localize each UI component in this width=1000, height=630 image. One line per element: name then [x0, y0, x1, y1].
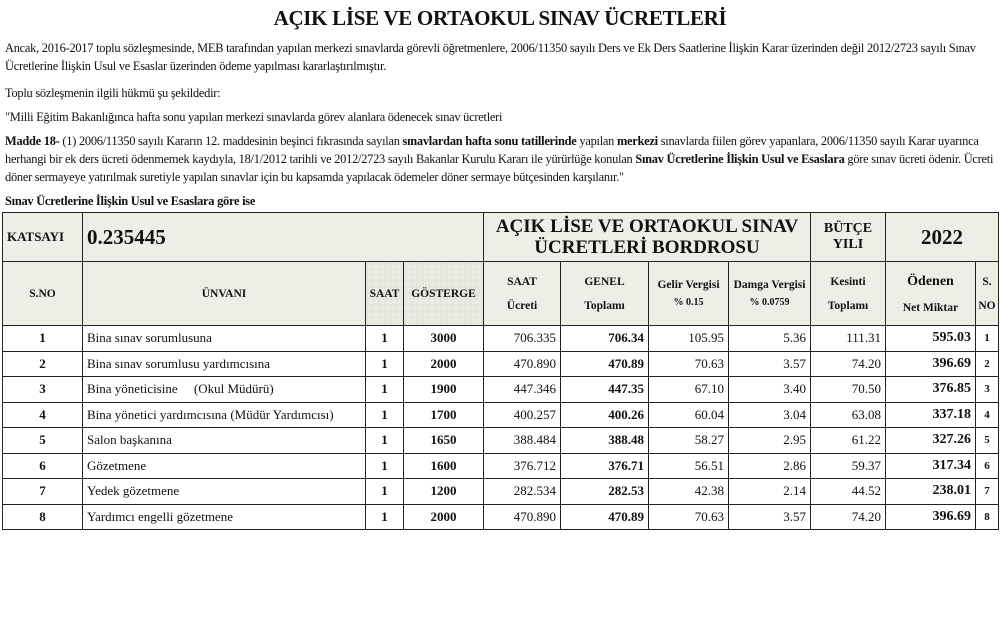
- table-row: [3, 377, 999, 403]
- madde-bold: Sınav Ücretlerine İlişkin Usul ve Esaslara: [635, 152, 845, 166]
- header-sno2: S. NO: [976, 262, 999, 326]
- cell-kesinti-toplam: 44.52: [811, 479, 886, 505]
- table-row: [3, 453, 999, 479]
- cell-sno: 1: [3, 326, 83, 352]
- cell-kesinti-toplam: 74.20: [811, 351, 886, 377]
- cell-saat: 1: [366, 377, 404, 403]
- cell-sno2: 6: [976, 453, 999, 479]
- cell-net-miktar: 376.85: [886, 377, 976, 403]
- cell-gelir-vergisi: 105.95: [649, 326, 729, 352]
- cell-unvan: Yedek gözetmene: [83, 479, 366, 505]
- cell-net-miktar: 396.69: [886, 351, 976, 377]
- cell-saat-ucreti: 447.346: [484, 377, 561, 403]
- cell-gelir-vergisi: 70.63: [649, 351, 729, 377]
- header-unvan: ÜNVANI: [83, 262, 366, 326]
- cell-sno2: 2: [976, 351, 999, 377]
- cell-gosterge: 2000: [404, 504, 484, 530]
- cell-gelir-vergisi: 67.10: [649, 377, 729, 403]
- cell-damga-vergisi: 5.36: [729, 326, 811, 352]
- hukum-paragraph: Toplu sözleşmenin ilgili hükmü şu şekildedir:: [5, 86, 221, 100]
- cell-gosterge: 1650: [404, 428, 484, 454]
- bordro-title: AÇIK LİSE VE ORTAOKUL SINAV ÜCRETLERİ BORDROSU: [484, 213, 811, 262]
- cell-genel-toplam: 447.35: [561, 377, 649, 403]
- header-gosterge: GÖSTERGE: [404, 262, 484, 326]
- cell-saat-ucreti: 400.257: [484, 402, 561, 428]
- cell-unvan: Salon başkanına: [83, 428, 366, 454]
- header-damga: Damga Vergisi % 0.0759: [729, 262, 811, 326]
- cell-kesinti-toplam: 111.31: [811, 326, 886, 352]
- cell-unvan: Bina yöneticisine (Okul Müdürü): [83, 377, 366, 403]
- madde-bold: sınavlardan hafta sonu tatillerinde: [402, 134, 577, 148]
- cell-damga-vergisi: 3.57: [729, 504, 811, 530]
- cell-unvan: Gözetmene: [83, 453, 366, 479]
- butce-label: BÜTÇE YILI: [811, 213, 886, 262]
- table-row: [3, 402, 999, 428]
- cell-sno: 6: [3, 453, 83, 479]
- cell-saat-ucreti: 376.712: [484, 453, 561, 479]
- cell-gelir-vergisi: 70.63: [649, 504, 729, 530]
- cell-damga-vergisi: 3.04: [729, 402, 811, 428]
- cell-net-miktar: 327.26: [886, 428, 976, 454]
- cell-sno: 7: [3, 479, 83, 505]
- cell-sno2: 1: [976, 326, 999, 352]
- madde-text: göre sınav ücreti ödenir. Ücreti döner sermayeye yatırılmak suretiyle yapılan sınavlar için bu kapsamda yapılacak ödemeler döner sermaye bütçesinden karşılanır.": [5, 152, 994, 184]
- header-gelir: Gelir Vergisi % 0.15: [649, 262, 729, 326]
- cell-gosterge: 1900: [404, 377, 484, 403]
- cell-net-miktar: 337.18: [886, 402, 976, 428]
- intro-paragraph: Ancak, 2016-2017 toplu sözleşmesinde, MEB tarafından yapılan merkezi sınavlarda görevli öğretmenlere, 2006/11350 sayılı Ders ve Ek Ders Saatlerine İlişkin Karar üzerinden değil 2012/2723 sayılı Sınav Ücretlerine İlişkin Usul ve Esaslar üzerinden ödeme yapılması kararlaştırılmıştır.: [5, 41, 976, 73]
- cell-genel-toplam: 388.48: [561, 428, 649, 454]
- cell-sno: 4: [3, 402, 83, 428]
- table-row: [3, 479, 999, 505]
- cell-saat-ucreti: 470.890: [484, 504, 561, 530]
- cell-saat: 1: [366, 479, 404, 505]
- table-row: [3, 504, 999, 530]
- header-kesinti: Kesinti Toplamı: [811, 262, 886, 326]
- cell-gelir-vergisi: 56.51: [649, 453, 729, 479]
- cell-gosterge: 3000: [404, 326, 484, 352]
- cell-saat: 1: [366, 428, 404, 454]
- cell-gelir-vergisi: 58.27: [649, 428, 729, 454]
- cell-damga-vergisi: 3.57: [729, 351, 811, 377]
- cell-kesinti-toplam: 61.22: [811, 428, 886, 454]
- cell-gosterge: 1600: [404, 453, 484, 479]
- cell-saat: 1: [366, 326, 404, 352]
- cell-saat: 1: [366, 351, 404, 377]
- butce-value: 2022: [886, 213, 999, 262]
- quote-paragraph: "Milli Eğitim Bakanlığınca hafta sonu yapılan merkezi sınavlarda görev alanlara ödenecek sınav ücretleri: [5, 110, 503, 124]
- cell-sno2: 3: [976, 377, 999, 403]
- cell-saat-ucreti: 706.335: [484, 326, 561, 352]
- cell-saat-ucreti: 470.890: [484, 351, 561, 377]
- cell-saat-ucreti: 282.534: [484, 479, 561, 505]
- cell-genel-toplam: 706.34: [561, 326, 649, 352]
- cell-kesinti-toplam: 74.20: [811, 504, 886, 530]
- cell-unvan: Yardımcı engelli gözetmene: [83, 504, 366, 530]
- cell-kesinti-toplam: 63.08: [811, 402, 886, 428]
- cell-sno2: 7: [976, 479, 999, 505]
- cell-saat: 1: [366, 402, 404, 428]
- cell-net-miktar: 595.03: [886, 326, 976, 352]
- subheading: Sınav Ücretlerine İlişkin Usul ve Esaslara göre ise: [5, 194, 256, 208]
- cell-gosterge: 2000: [404, 351, 484, 377]
- madde-paragraph: [5, 132, 997, 186]
- cell-net-miktar: 317.34: [886, 453, 976, 479]
- cell-gelir-vergisi: 42.38: [649, 479, 729, 505]
- cell-saat: 1: [366, 453, 404, 479]
- cell-sno: 2: [3, 351, 83, 377]
- cell-kesinti-toplam: 59.37: [811, 453, 886, 479]
- cell-net-miktar: 396.69: [886, 504, 976, 530]
- cell-sno2: 8: [976, 504, 999, 530]
- cell-damga-vergisi: 3.40: [729, 377, 811, 403]
- cell-sno: 8: [3, 504, 83, 530]
- header-odenen: Ödenen Net Miktar: [886, 262, 976, 326]
- header-sno: S.NO: [3, 262, 83, 326]
- table-row: [3, 326, 999, 352]
- cell-genel-toplam: 400.26: [561, 402, 649, 428]
- cell-genel-toplam: 376.71: [561, 453, 649, 479]
- cell-sno: 5: [3, 428, 83, 454]
- page-title: AÇIK LİSE VE ORTAOKUL SINAV ÜCRETLERİ: [273, 6, 727, 30]
- cell-gosterge: 1700: [404, 402, 484, 428]
- payroll-table: [2, 212, 999, 530]
- table-row: [3, 351, 999, 377]
- katsayi-label: KATSAYI: [3, 213, 83, 262]
- cell-saat: 1: [366, 504, 404, 530]
- cell-unvan: Bina yönetici yardımcısına (Müdür Yardımcısı): [83, 402, 366, 428]
- header-saat: SAAT: [366, 262, 404, 326]
- cell-sno2: 4: [976, 402, 999, 428]
- cell-genel-toplam: 470.89: [561, 351, 649, 377]
- cell-saat-ucreti: 388.484: [484, 428, 561, 454]
- table-row: [3, 428, 999, 454]
- cell-genel-toplam: 470.89: [561, 504, 649, 530]
- cell-damga-vergisi: 2.14: [729, 479, 811, 505]
- cell-damga-vergisi: 2.86: [729, 453, 811, 479]
- cell-damga-vergisi: 2.95: [729, 428, 811, 454]
- madde-text: sınavlarda fiilen görev yapanlara, 2006/11350 sayılı Karar uyarınca herhangi bir ek ders ücreti ödenmemek kaydıyla, 18/1/2012 tarihli ve 2012/2723 sayılı Bakanlar Kurulu Kararı ile yürürlüğe konulan: [5, 134, 979, 166]
- madde-text: (1) 2006/11350 sayılı Kararın 12. maddesinin beşinci fıkrasında sayılan: [59, 134, 403, 148]
- cell-sno: 3: [3, 377, 83, 403]
- cell-genel-toplam: 282.53: [561, 479, 649, 505]
- cell-sno2: 5: [976, 428, 999, 454]
- madde-label: Madde 18-: [5, 134, 60, 148]
- header-genel: GENEL Toplamı: [561, 262, 649, 326]
- katsayi-value: 0.235445: [83, 213, 484, 262]
- madde-text: yapılan: [576, 134, 617, 148]
- header-saat-ucreti: SAAT Ücreti: [484, 262, 561, 326]
- cell-unvan: Bina sınav sorumlusuna: [83, 326, 366, 352]
- cell-net-miktar: 238.01: [886, 479, 976, 505]
- cell-gosterge: 1200: [404, 479, 484, 505]
- cell-kesinti-toplam: 70.50: [811, 377, 886, 403]
- cell-unvan: Bina sınav sorumlusu yardımcısına: [83, 351, 366, 377]
- madde-bold: merkezi: [616, 134, 658, 148]
- cell-gelir-vergisi: 60.04: [649, 402, 729, 428]
